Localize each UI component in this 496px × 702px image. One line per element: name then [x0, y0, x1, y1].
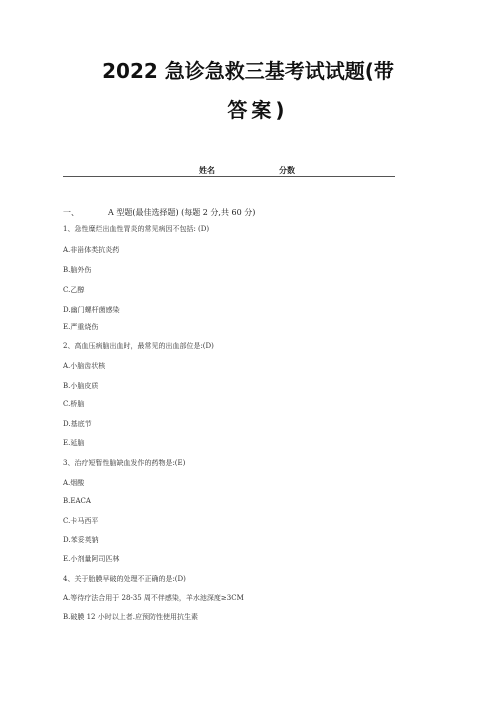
option-line: B.小脑皮质: [63, 382, 99, 390]
option-line: C.桥脑: [63, 400, 85, 408]
question-line: 3、治疗短暂性脑缺血发作的药物是:(E): [63, 459, 186, 467]
option-line: A.非甾体类抗炎药: [63, 246, 120, 254]
option-line: E.严重烧伤: [63, 323, 99, 331]
option-line: B.破膜 12 小时以上者.应预防性使用抗生素: [63, 613, 198, 621]
option-line: E.小剂量阿司匹林: [63, 555, 120, 563]
document-title-line2: 答案): [227, 98, 289, 122]
question-line: 4、关于胎膜早破的处理不正确的是:(D): [63, 575, 186, 583]
score-label: 分数: [279, 166, 295, 175]
option-line: D.基底节: [63, 420, 92, 428]
header-rule: [63, 176, 395, 177]
option-line: B.EACA: [63, 497, 91, 505]
question-line: 2、高血压病脑出血时，最常见的出血部位是:(D): [63, 342, 214, 350]
option-line: A.小脑齿状核: [63, 362, 106, 370]
question-line: 1、急性糜烂出血性胃炎的常见病因不包括: (D): [63, 225, 210, 233]
document-title-line1: 2022 急诊急救三基考试试题(带: [102, 59, 394, 83]
option-line: A.等待疗法合用于 28-35 周不伴感染，羊水池深度≥3CM: [63, 594, 244, 602]
section-heading: [63, 207, 255, 218]
option-line: E.延脑: [63, 439, 85, 447]
option-line: C.乙醇: [63, 286, 85, 294]
section-title: A 型题(最佳选择题) (每题 2 分,共 60 分): [108, 208, 256, 217]
section-number: 一、: [63, 208, 79, 217]
option-line: A.烟酸: [63, 479, 85, 487]
option-line: B.脑外伤: [63, 266, 92, 274]
option-line: D.幽门螺杆菌感染: [63, 306, 120, 314]
option-line: C.卡马西平: [63, 517, 99, 525]
name-label: 姓名: [199, 166, 215, 175]
option-line: D.苯妥英钠: [63, 536, 99, 544]
